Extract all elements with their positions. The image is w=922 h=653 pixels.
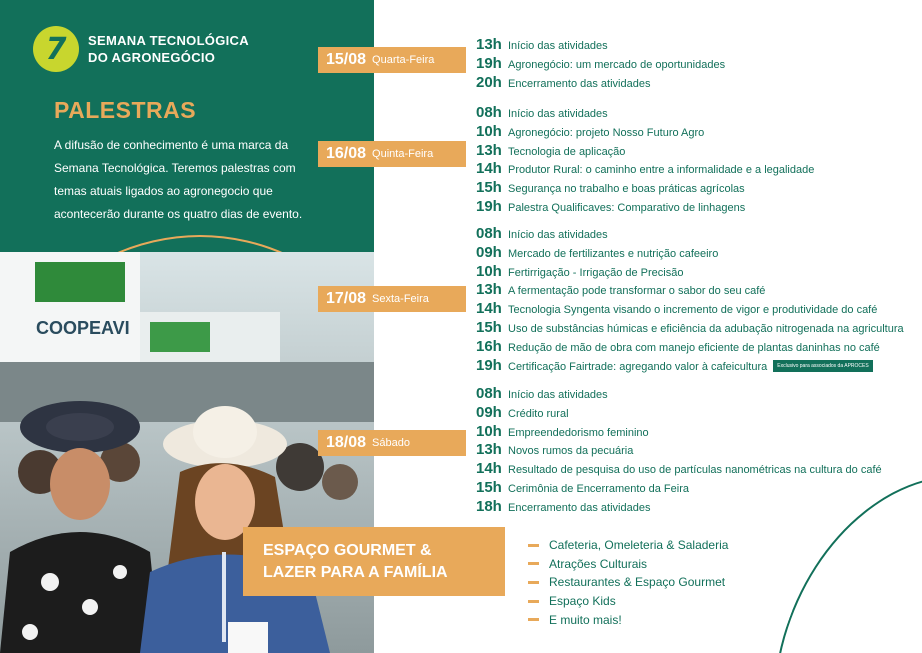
event-description: Uso de substâncias húmicas e eficiência da adubação nitrogenada na agricultura xyxy=(508,322,904,335)
event-time: 08h xyxy=(476,104,502,121)
event-time: 10h xyxy=(476,122,502,140)
event-logo xyxy=(33,26,79,72)
day-tag-18-08 xyxy=(318,430,466,456)
day-date: 18/08 xyxy=(326,434,367,451)
event-time: 13h xyxy=(476,281,502,299)
event-item xyxy=(476,179,814,198)
feature-label: Cafeteria, Omeleteria & Saladeria xyxy=(549,538,729,553)
bullet-dash-icon xyxy=(528,562,539,565)
event-time: 10h xyxy=(476,262,502,280)
day-weekday: Quinta-Feira xyxy=(372,148,434,160)
day-date: 15/08 xyxy=(326,51,367,68)
event-time: 18h xyxy=(476,497,502,515)
event-time: 15h xyxy=(476,179,502,197)
day-weekday: Sábado xyxy=(372,437,410,449)
event-description: Produtor Rural: o caminho entre a informalidade e a legalidade xyxy=(508,164,815,177)
exclusive-badge: Exclusivo para associados da APROCES xyxy=(773,360,872,372)
event-description: Cerimônia de Encerramento da Feira xyxy=(508,482,689,495)
event-time: 19h xyxy=(476,54,502,72)
event-description: Palestra Qualificaves: Comparativo de linhagens xyxy=(508,201,746,214)
bullet-dash-icon xyxy=(528,544,539,547)
event-item xyxy=(476,55,725,74)
event-list-16-08 xyxy=(476,104,814,217)
gourmet-feature-list xyxy=(528,536,728,629)
event-description: Encerramento das atividades xyxy=(508,77,651,90)
day-tag-17-08 xyxy=(318,286,466,312)
event-description: Crédito rural xyxy=(508,407,569,420)
feature-label: E muito mais! xyxy=(549,612,622,627)
event-item xyxy=(476,244,904,263)
event-brand xyxy=(88,32,249,66)
event-description: Início das atividades xyxy=(508,108,608,120)
event-time: 20h xyxy=(476,73,502,91)
event-time: 08h xyxy=(476,385,502,402)
event-item xyxy=(476,142,814,161)
event-item xyxy=(476,357,904,376)
event-time: 15h xyxy=(476,478,502,496)
event-time: 14h xyxy=(476,300,502,318)
event-item xyxy=(476,479,882,498)
event-item xyxy=(476,104,814,123)
feature-item xyxy=(528,592,728,611)
event-description: Certificação Fairtrade: agregando valor à cafeicultura xyxy=(508,360,768,373)
event-item xyxy=(476,404,882,423)
day-date: 17/08 xyxy=(326,290,367,307)
event-list-18-08 xyxy=(476,385,882,517)
event-item xyxy=(476,441,882,460)
feature-label: Espaço Kids xyxy=(549,594,616,609)
event-description: Resultado de pesquisa do uso de partículas nanométricas na cultura do café xyxy=(508,464,882,477)
event-item xyxy=(476,385,882,404)
event-description: Empreendedorismo feminino xyxy=(508,426,649,439)
event-item xyxy=(476,160,814,179)
bullet-dash-icon xyxy=(528,600,539,603)
day-weekday: Quarta-Feira xyxy=(372,54,435,66)
event-time: 14h xyxy=(476,160,502,178)
event-time: 09h xyxy=(476,403,502,421)
event-list-17-08 xyxy=(476,225,904,375)
event-description: Tecnologia de aplicação xyxy=(508,145,626,158)
event-description: Segurança no trabalho e boas práticas agrícolas xyxy=(508,183,745,196)
event-item xyxy=(476,74,725,93)
intro-text: A difusão de conhecimento é uma marca da Semana Tecnológica. Teremos palestras com temas atuais ligados ao agronegocio que acontecerão durante os quatro dias de evento. xyxy=(54,138,303,221)
event-description: Tecnologia Syngenta visando o incremento de vigor e produtividade do café xyxy=(508,304,878,317)
event-item xyxy=(476,300,904,319)
bullet-dash-icon xyxy=(528,618,539,621)
event-time: 09h xyxy=(476,243,502,261)
event-item xyxy=(476,123,814,142)
event-item xyxy=(476,198,814,217)
day-date: 16/08 xyxy=(326,145,367,162)
feature-item xyxy=(528,536,728,555)
day-tag-15-08 xyxy=(318,47,466,73)
event-description: A fermentação pode transformar o sabor do seu café xyxy=(508,285,766,298)
logo-glyph: 7 xyxy=(45,31,67,67)
event-description: Agronegócio: um mercado de oportunidades xyxy=(508,58,726,71)
event-time: 13h xyxy=(476,141,502,159)
event-time: 16h xyxy=(476,337,502,355)
event-item xyxy=(476,263,904,282)
brand-line-2: DO AGRONEGÓCIO xyxy=(88,50,216,65)
event-list-15-08 xyxy=(476,36,725,92)
event-time: 13h xyxy=(476,441,502,459)
event-description: Fertirrigação - Irrigação de Precisão xyxy=(508,266,684,279)
event-description: Redução de mão de obra com manejo eficiente de plantas daninhas no café xyxy=(508,341,880,354)
event-description: Início das atividades xyxy=(508,389,608,401)
gourmet-title-line-1: ESPAÇO GOURMET & xyxy=(263,542,432,559)
coopeavi-banner: COOPEAVI xyxy=(36,318,130,338)
event-item xyxy=(476,498,882,517)
event-time: 19h xyxy=(476,356,502,374)
feature-label: Restaurantes & Espaço Gourmet xyxy=(549,575,726,590)
day-weekday: Sexta-Feira xyxy=(372,293,429,305)
gourmet-banner xyxy=(243,527,505,596)
event-time: 19h xyxy=(476,197,502,215)
event-time: 10h xyxy=(476,422,502,440)
event-description: Início das atividades xyxy=(508,229,608,241)
event-item xyxy=(476,225,904,244)
event-time: 13h xyxy=(476,36,502,53)
feature-label: Atrações Culturais xyxy=(549,556,648,571)
event-time: 15h xyxy=(476,318,502,336)
gourmet-title-line-2: LAZER PARA A FAMÍLIA xyxy=(263,564,448,581)
event-item xyxy=(476,281,904,300)
event-item xyxy=(476,338,904,357)
feature-item xyxy=(528,555,728,574)
event-description: Encerramento das atividades xyxy=(508,501,651,514)
event-description: Início das atividades xyxy=(508,40,608,52)
event-item xyxy=(476,423,882,442)
feature-item xyxy=(528,610,728,629)
section-title: PALESTRAS xyxy=(54,97,197,123)
event-description: Mercado de fertilizantes e nutrição cafeeiro xyxy=(508,247,719,260)
bullet-dash-icon xyxy=(528,581,539,584)
event-description: Novos rumos da pecuária xyxy=(508,445,634,458)
event-item xyxy=(476,319,904,338)
feature-item xyxy=(528,573,728,592)
day-tag-16-08 xyxy=(318,141,466,167)
event-item xyxy=(476,36,725,55)
event-description: Agronegócio: projeto Nosso Futuro Agro xyxy=(508,126,705,139)
brand-line-1: SEMANA TECNOLÓGICA xyxy=(88,33,249,48)
event-time: 14h xyxy=(476,460,502,478)
event-time: 08h xyxy=(476,225,502,242)
event-item xyxy=(476,460,882,479)
